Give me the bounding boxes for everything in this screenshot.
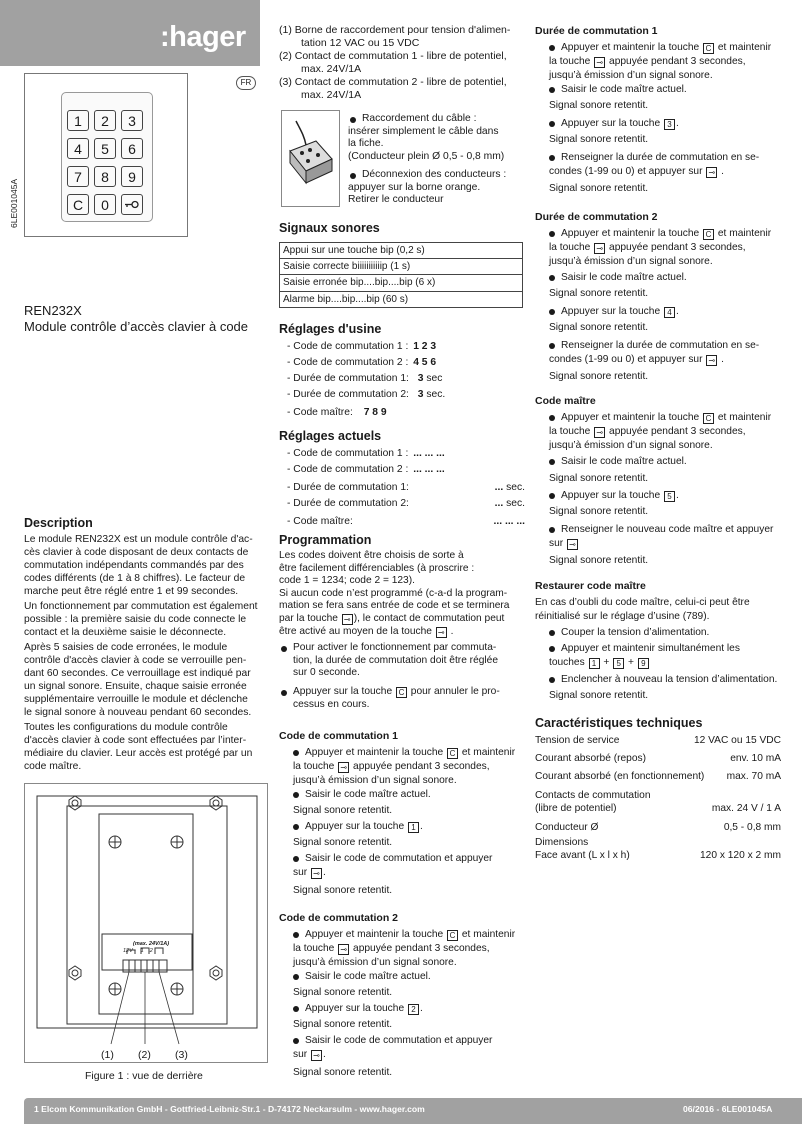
key-c: C: [67, 194, 89, 215]
c-key-icon: C: [396, 687, 407, 698]
terminal-2: (2) Contact de commutation 1 - libre de potentiel,: [279, 50, 507, 62]
factory-settings-heading: Réglages d'usine: [279, 322, 382, 336]
cable-disconnect-line2: appuyer sur la borne orange.: [348, 181, 481, 193]
step-bullet: Appuyer et maintenir la touche C et maintenir: [291, 746, 525, 760]
step-line: jusqu’à émission d’un signal sonore.: [549, 256, 713, 267]
step-bullet: Saisir le code maître actuel.: [547, 271, 797, 285]
footer-address: 1 Elcom Kommunikation GmbH - Gottfried-Leibniz-Str.1 - D-74172 Neckarsulm - www.hager.com: [34, 1104, 425, 1114]
c-key-icon: C: [703, 229, 714, 240]
step-bullet: Saisir le code maître actuel.: [547, 83, 797, 97]
master-code: [535, 394, 797, 568]
switch-code-2: [279, 911, 525, 1080]
cable-connect-line3: la fiche.: [348, 138, 384, 149]
prog-line: sur 0 seconde.: [293, 667, 360, 679]
c-key-icon: C: [447, 748, 458, 759]
step-line: la touche ⊸ appuyée pendant 3 secondes,: [293, 943, 490, 954]
step-bullet: Appuyer et maintenir la touche C et maintenir: [547, 227, 797, 241]
step-line: Signal sonore retentit.: [293, 1067, 393, 1078]
figure-callout-3: (3): [175, 1049, 188, 1061]
step-bullet: Appuyer sur la touche 1 .: [291, 820, 525, 834]
section-heading: Code de commutation 1: [279, 730, 399, 742]
prog-line: être facilement différenciables (à proscrire :: [279, 562, 475, 574]
factory-settings: [287, 339, 527, 421]
step-line: Signal sonore retentit.: [549, 506, 649, 517]
factory-row: - Durée de commutation 2: 3 sec.: [287, 389, 446, 400]
cable-disconnect-bullet: Déconnexion des conducteurs :: [348, 169, 528, 182]
step-line: jusqu’à émission d’un signal sonore.: [293, 957, 457, 968]
switch-code-1: [279, 729, 525, 898]
figure-max-label: (max. 24V/1A): [133, 941, 170, 947]
step-line: Signal sonore retentit.: [293, 885, 393, 896]
key-7: 7: [67, 166, 89, 187]
step-line: Signal sonore retentit.: [293, 987, 393, 998]
key-9: 9: [121, 166, 143, 187]
programming-heading: Programmation: [279, 533, 372, 547]
c-key-icon: C: [703, 413, 714, 424]
key-1: 1: [67, 110, 89, 131]
key-3-icon: 3: [664, 119, 675, 130]
description-heading: Description: [24, 516, 93, 530]
step-bullet: Appuyer sur la touche 3 .: [547, 117, 797, 131]
step-bullet: Couper la tension d’alimentation.: [547, 626, 797, 640]
step-line: Signal sonore retentit.: [293, 805, 393, 816]
cable-connect-bullet: Raccordement du câble :: [348, 113, 528, 126]
spec-row: Contacts de commutation (libre de potentiel) max. 24 V / 1 A: [535, 790, 781, 814]
key-0: 0: [94, 194, 116, 215]
key-5-icon: 5: [613, 658, 624, 669]
key-3: 3: [121, 110, 143, 131]
step-bullet: Appuyer sur la touche 5 .: [547, 489, 797, 503]
product-title: Module contrôle d’accès clavier à code: [24, 319, 249, 334]
tech-specs: [535, 734, 781, 862]
step-line: Signal sonore retentit.: [549, 183, 649, 194]
prog-line: par la touche ⊸ ), le contact de commutation peut: [279, 612, 505, 624]
arrow-key-icon: ⊸: [706, 167, 717, 178]
key-2: 2: [94, 110, 116, 131]
terminal-list: [279, 24, 529, 102]
rear-view-drawing: [25, 784, 269, 1064]
arrow-key-icon: ⊸: [342, 614, 353, 625]
current-row: - Code maître: ... ... ...: [287, 516, 525, 527]
step-bullet: Renseigner le nouveau code maître et appuyer: [547, 523, 797, 537]
step-bullet: Enclencher à nouveau la tension d’alimentation.: [547, 673, 797, 687]
key-9-icon: 9: [638, 658, 649, 669]
arrow-key-icon: ⊸: [338, 944, 349, 955]
key-5: 5: [94, 138, 116, 159]
signal-row: Saisie erronée bip....bip....bip (6 x): [280, 275, 523, 291]
c-key-icon: C: [703, 43, 714, 54]
prog-bullet: Appuyer sur la touche C pour annuler le pro-: [279, 686, 525, 699]
product-model: REN232X: [24, 303, 82, 318]
step-line: sur ⊸ .: [293, 867, 326, 878]
terminal-1: (1) Borne de raccordement pour tension d'alimen-: [279, 24, 511, 36]
figure-caption: Figure 1 : vue de derrière: [85, 1070, 203, 1082]
signal-row: Saisie correcte biiiiiiiiiiip (1 s): [280, 259, 523, 275]
step-line: Signal sonore retentit.: [549, 288, 649, 299]
figure-rear-view: [24, 783, 268, 1063]
prog-line: être activé au moyen de la touche ⊸ .: [279, 625, 454, 637]
language-badge: FR: [236, 76, 256, 90]
footer-date-code: 06/2016 - 6LE001045A: [683, 1104, 773, 1114]
cable-disconnect-line3: Retirer le conducteur: [348, 194, 444, 205]
cable-connector-icon: [282, 111, 339, 206]
step-bullet: Appuyer sur la touche 2 .: [291, 1002, 525, 1016]
section-heading: Code maître: [535, 395, 596, 407]
step-line: Signal sonore retentit.: [549, 134, 649, 145]
brand-logo: :hager: [160, 21, 246, 53]
terminal-1-cont: tation 12 VAC ou 15 VDC: [301, 37, 420, 49]
restore-text: réinitialisé sur le réglage d’usine (789).: [535, 611, 710, 622]
step-bullet: Saisir le code maître actuel.: [291, 788, 525, 802]
signal-row: Appui sur une touche bip (0,2 s): [280, 243, 523, 259]
key-5-icon: 5: [664, 491, 675, 502]
terminal-3: (3) Contact de commutation 2 - libre de potentiel,: [279, 76, 507, 88]
spec-row: Tension de service 12 VAC ou 15 VDC: [535, 735, 781, 746]
description-p4: Toutes les configurations du module contrôle d'accès clavier à code sont effectuées par l’inter- médiaire du clavier. Leur accès est protégé par un code maître.: [24, 722, 253, 772]
spec-row: Conducteur Ø 0,5 - 0,8 mm: [535, 822, 781, 833]
factory-row: - Code de commutation 2 : 4 5 6: [287, 357, 437, 368]
step-line: Signal sonore retentit.: [549, 473, 649, 484]
prog-line: code 1 = 1234; code 2 = 123).: [279, 575, 415, 587]
cable-instructions: [348, 113, 528, 207]
spec-row: Dimensions Face avant (L x l x h) 120 x 120 x 2 mm: [535, 837, 781, 861]
prog-line: Si aucun code n’est programmé (c-a-d la program-: [279, 587, 508, 599]
key-6: 6: [121, 138, 143, 159]
keypad-keys: [67, 110, 143, 215]
step-bullet: Renseigner la durée de commutation en se-: [547, 339, 797, 353]
step-bullet: Appuyer sur la touche 4 .: [547, 305, 797, 319]
key-icon: [121, 194, 143, 215]
step-line: Signal sonore retentit.: [549, 322, 649, 333]
step-bullet: Appuyer et maintenir simultanément les: [547, 642, 797, 656]
figure-callout-2: (2): [138, 1049, 151, 1061]
step-line: la touche ⊸ appuyée pendant 3 secondes,: [549, 426, 746, 437]
figure-terminal-labels: 12V~ 1 2: [123, 948, 153, 954]
c-key-icon: C: [447, 930, 458, 941]
current-row: - Code de commutation 2 : ... ... ...: [287, 464, 445, 475]
step-line: la touche ⊸ appuyée pendant 3 secondes,: [293, 761, 490, 772]
signal-row: Alarme bip....bip....bip (60 s): [280, 291, 523, 307]
step-line: condes (1-99 ou 0) et appuyer sur ⊸ .: [549, 166, 725, 177]
step-line: la touche ⊸ appuyée pendant 3 secondes,: [549, 56, 746, 67]
current-row: - Durée de commutation 2: ... sec.: [287, 498, 525, 509]
key-2-icon: 2: [408, 1004, 419, 1015]
programming-text: [279, 550, 525, 711]
arrow-key-icon: ⊸: [594, 427, 605, 438]
description-p3: Après 5 saisies de code erronées, le module contrôle d'accès clavier à code se verrouille pen- dant 60 secondes. Ce verrouillage est indiqué par un signal sonore. Ensuite, chaque saisie erronée supplémentaire verrouille le module et déclenche le signal sonore à nouveau pendant 60 secondes.: [24, 642, 252, 718]
prog-line: tion, la durée de commutation doit être réglée: [293, 654, 499, 666]
key-1-icon: 1: [589, 658, 600, 669]
terminal-3-cont: max. 24V/1A: [301, 89, 362, 101]
current-settings: [287, 446, 525, 530]
restore-master-code: [535, 579, 797, 703]
cable-connect-line4: (Conducteur plein Ø 0,5 - 0,8 mm): [348, 150, 505, 162]
step-line: Signal sonore retentit.: [293, 1019, 393, 1030]
arrow-key-icon: ⊸: [436, 627, 447, 638]
tech-heading: Caractéristiques techniques: [535, 716, 703, 730]
duration-1: [535, 24, 797, 196]
description-p1: Le module REN232X est un module contrôle d'ac- cès clavier à code disposant de deux contacts de commutation indépendants commandés par des codes différents (de 1 à 8 chiffres). Le facteur de marche peut être réglé entre 1 et 99 secondes.: [24, 534, 253, 597]
current-row: - Code de commutation 1 : ... ... ...: [287, 448, 445, 459]
step-line: Signal sonore retentit.: [549, 555, 649, 566]
description: [24, 517, 274, 773]
factory-row: - Durée de commutation 1: 3 sec: [287, 373, 443, 384]
signals-heading: Signaux sonores: [279, 221, 380, 235]
prog-line: cessus en cours.: [293, 698, 370, 710]
key-8: 8: [94, 166, 116, 187]
section-heading: Code de commutation 2: [279, 912, 399, 924]
factory-row: - Code maître: 7 8 9: [287, 407, 387, 418]
current-settings-heading: Réglages actuels: [279, 429, 382, 443]
spec-row: Courant absorbé (en fonctionnement) max. 70 mA: [535, 771, 781, 782]
section-heading: Restaurer code maître: [535, 580, 646, 592]
arrow-key-icon: ⊸: [567, 539, 578, 550]
key-1-icon: 1: [408, 822, 419, 833]
step-line: jusqu’à émission d’un signal sonore.: [549, 440, 713, 451]
step-line: condes (1-99 ou 0) et appuyer sur ⊸ .: [549, 354, 725, 365]
description-p2: Un fonctionnement par commutation est également possible : la première saisie du code connecte le contact et la deuxième saisie le déconnecte.: [24, 601, 258, 638]
keypad-image: [24, 73, 188, 237]
spec-row: Courant absorbé (repos) env. 10 mA: [535, 753, 781, 764]
arrow-key-icon: ⊸: [706, 355, 717, 366]
key-4-icon: 4: [664, 307, 675, 318]
step-bullet: Saisir le code de commutation et appuyer: [291, 1034, 525, 1048]
section-heading: Durée de commutation 1: [535, 25, 658, 37]
step-line: Signal sonore retentit.: [549, 371, 649, 382]
key-symbol-icon: [123, 195, 141, 214]
step-bullet: Appuyer et maintenir la touche C et maintenir: [547, 41, 797, 55]
step-line: la touche ⊸ appuyée pendant 3 secondes,: [549, 242, 746, 253]
prog-line: mation se fera sans entrée de code et se terminera: [279, 600, 510, 612]
step-line: sur ⊸ .: [293, 1049, 326, 1060]
step-line: jusqu’à émission d’un signal sonore.: [293, 775, 457, 786]
arrow-key-icon: ⊸: [311, 1050, 322, 1061]
step-bullet: Appuyer et maintenir la touche C et maintenir: [291, 928, 525, 942]
signals-table: [279, 242, 523, 308]
restore-text: En cas d’oubli du code maître, celui-ci peut être: [535, 597, 750, 608]
arrow-key-icon: ⊸: [594, 57, 605, 68]
step-bullet: Saisir le code maître actuel.: [547, 455, 797, 469]
step-line: Signal sonore retentit.: [549, 690, 649, 701]
step-bullet: Appuyer et maintenir la touche C et maintenir: [547, 411, 797, 425]
prog-line: Les codes doivent être choisis de sorte à: [279, 550, 464, 561]
step-line: sur ⊸: [535, 537, 797, 551]
arrow-key-icon: ⊸: [338, 762, 349, 773]
terminal-2-cont: max. 24V/1A: [301, 63, 362, 75]
arrow-key-icon: ⊸: [311, 868, 322, 879]
step-bullet: Renseigner la durée de commutation en se-: [547, 151, 797, 165]
step-line: Signal sonore retentit.: [549, 100, 649, 111]
step-bullet: Saisir le code maître actuel.: [291, 970, 525, 984]
section-heading: Durée de commutation 2: [535, 211, 658, 223]
figure-callout-1: (1): [101, 1049, 114, 1061]
cable-connect-line2: insérer simplement le câble dans: [348, 125, 499, 137]
side-doc-code: 6LE001045A: [9, 178, 19, 228]
step-line: Signal sonore retentit.: [293, 837, 393, 848]
arrow-key-icon: ⊸: [594, 243, 605, 254]
factory-row: - Code de commutation 1 : 1 2 3: [287, 341, 437, 352]
current-row: - Durée de commutation 1: ... sec.: [287, 482, 525, 493]
prog-bullet: Pour activer le fonctionnement par commuta-: [279, 642, 525, 655]
cable-illustration: [281, 110, 340, 207]
step-bullet: Saisir le code de commutation et appuyer: [291, 852, 525, 866]
step-line: jusqu’à émission d’un signal sonore.: [549, 70, 713, 81]
step-line: touches 1 + 5 + 9: [535, 656, 797, 670]
key-4: 4: [67, 138, 89, 159]
duration-2: [535, 210, 797, 384]
